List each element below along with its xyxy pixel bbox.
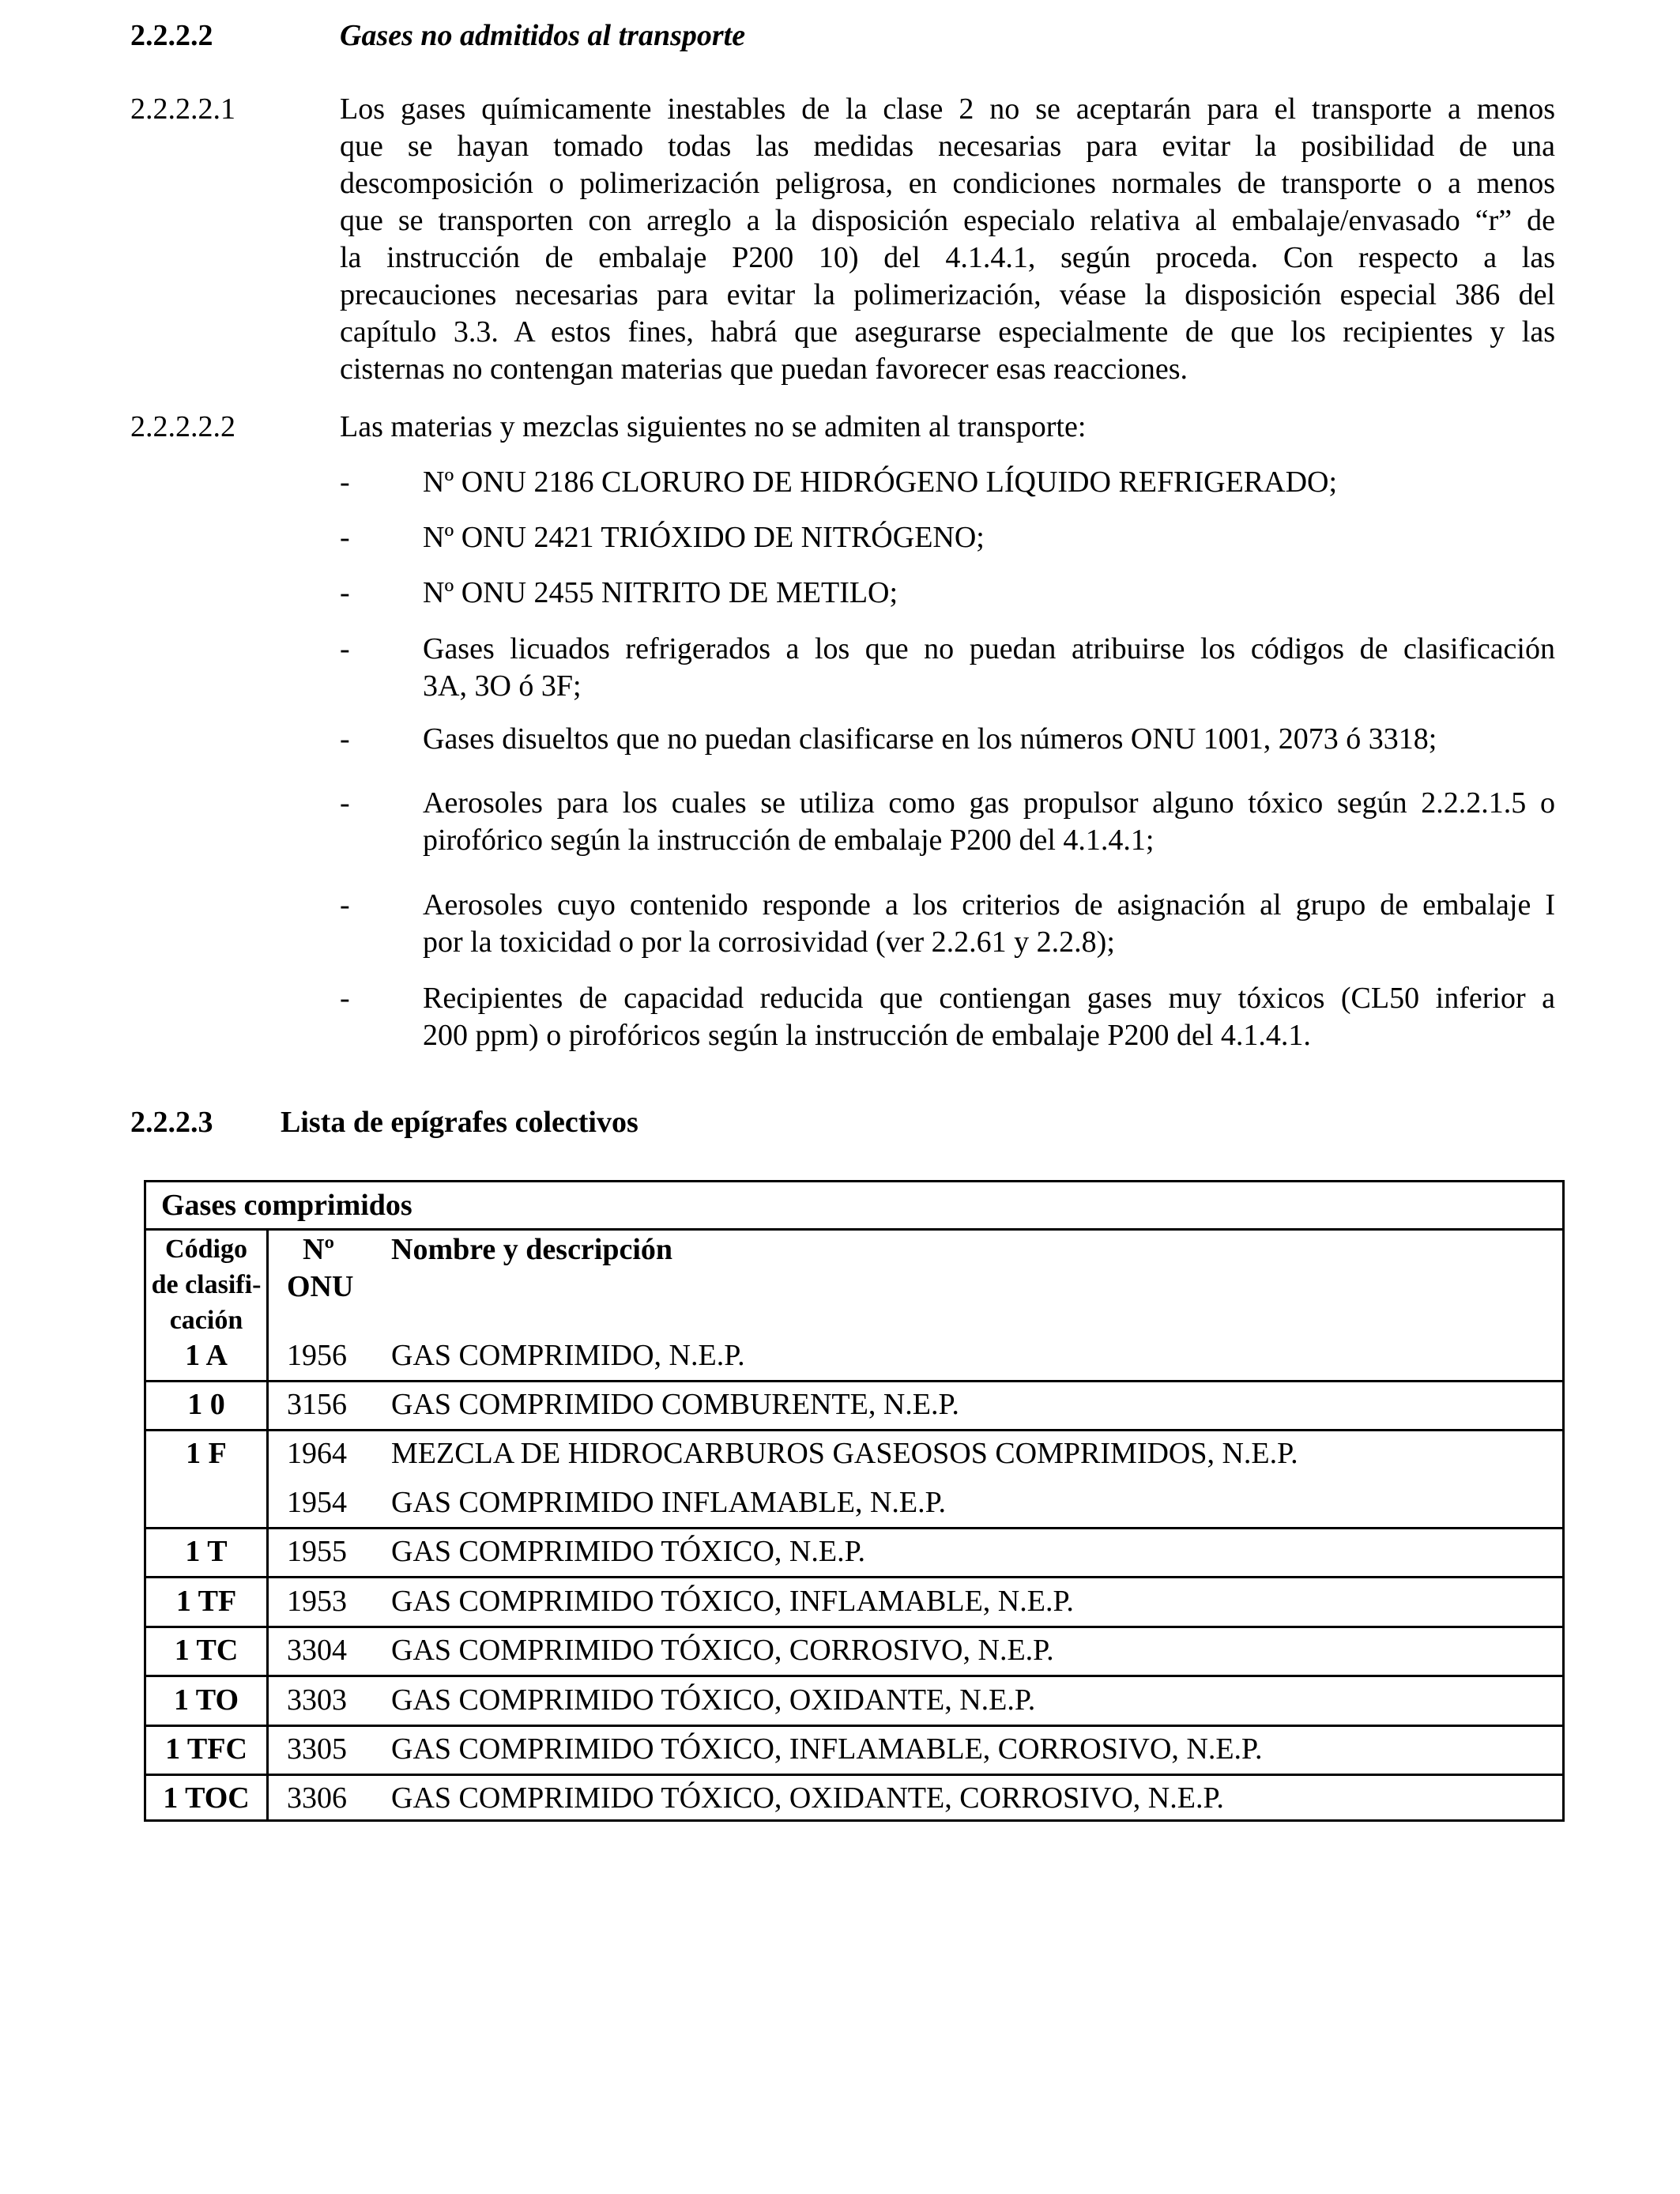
list-item-line: 3A, 3O ó 3F; xyxy=(423,669,582,703)
table-rule xyxy=(146,1527,1562,1529)
row-name: GAS COMPRIMIDO, N.E.P. xyxy=(391,1339,745,1372)
paragraph-line: la instrucción de embalaje P200 10) del 4.1.4.1, según proceda. Con respecto a las xyxy=(340,241,1555,274)
header-name: Nombre y descripción xyxy=(391,1233,673,1266)
header-code xyxy=(146,1231,266,1338)
list-item xyxy=(423,519,1555,556)
list-item-line: Gases licuados refrigerados a los que no puedan atribuirse los códigos de clasificación xyxy=(423,632,1555,665)
list-item xyxy=(423,464,1555,501)
table-rule xyxy=(146,1725,1562,1727)
table-caption: Gases comprimidos xyxy=(161,1189,412,1222)
row-onu: 3156 xyxy=(287,1388,347,1421)
row-name: GAS COMPRIMIDO COMBURENTE, N.E.P. xyxy=(391,1388,959,1421)
collective-entries-table xyxy=(144,1180,1565,1822)
list-item-line: Recipientes de capacidad reducida que contiengan gases muy tóxicos (CL50 inferior a xyxy=(423,982,1555,1015)
row-code: 1 A xyxy=(185,1339,228,1372)
table-rule xyxy=(146,1576,1562,1578)
row-code: 1 TFC xyxy=(165,1732,247,1766)
row-onu: 1955 xyxy=(287,1535,347,1568)
row-code: 1 TO xyxy=(173,1683,239,1717)
list-item-line: Nº ONU 2455 NITRITO DE METILO; xyxy=(423,576,898,609)
list-item xyxy=(423,980,1555,1054)
paragraph-line: que se transporten con arreglo a la disposición especialo relativa al embalaje/envasado “r” de xyxy=(340,204,1555,237)
paragraph-line: Los gases químicamente inestables de la clase 2 no se aceptarán para el transporte a menos xyxy=(340,92,1555,126)
row-code: 1 TF xyxy=(175,1585,237,1618)
header-code-line: de clasifi- xyxy=(151,1270,262,1299)
table-rule xyxy=(146,1380,1562,1382)
list-bullet: - xyxy=(340,888,350,922)
list-bullet: - xyxy=(340,982,350,1015)
row-name: GAS COMPRIMIDO TÓXICO, N.E.P. xyxy=(391,1535,865,1568)
list-bullet: - xyxy=(340,466,350,499)
table-rule xyxy=(146,1675,1562,1677)
section-title: Lista de epígrafes colectivos xyxy=(281,1106,638,1139)
row-onu: 1953 xyxy=(287,1585,347,1618)
paragraph-line: cisternas no contengan materias que puedan favorecer esas reacciones. xyxy=(340,352,1188,386)
section-number: 2.2.2.2 xyxy=(130,19,213,52)
row-onu: 3306 xyxy=(287,1781,347,1815)
list-item-line: pirofórico según la instrucción de embalaje P200 del 4.1.4.1; xyxy=(423,824,1155,857)
paragraph-line: capítulo 3.3. A estos fines, habrá que asegurarse especialmente de que los recipientes y las xyxy=(340,315,1555,349)
row-onu: 3305 xyxy=(287,1732,347,1766)
section-number: 2.2.2.3 xyxy=(130,1106,213,1139)
list-item xyxy=(423,785,1555,859)
row-code: 1 T xyxy=(185,1535,228,1568)
table-rule xyxy=(266,1231,269,1819)
row-name: MEZCLA DE HIDROCARBUROS GASEOSOS COMPRIMIDOS, N.E.P. xyxy=(391,1437,1298,1470)
list-item xyxy=(423,887,1555,961)
row-code: 1 TC xyxy=(174,1634,239,1667)
list-item-line: Gases disueltos que no puedan clasificarse en los números ONU 1001, 2073 ó 3318; xyxy=(423,722,1437,756)
row-name: GAS COMPRIMIDO TÓXICO, CORROSIVO, N.E.P. xyxy=(391,1634,1054,1667)
row-onu: 1956 xyxy=(287,1339,347,1372)
row-name: GAS COMPRIMIDO INFLAMABLE, N.E.P. xyxy=(391,1486,947,1519)
paragraph-line: precauciones necesarias para evitar la polimerización, véase la disposición especial 386 del xyxy=(340,278,1555,311)
list-item-line: Nº ONU 2421 TRIÓXIDO DE NITRÓGENO; xyxy=(423,521,985,554)
list-bullet: - xyxy=(340,722,350,756)
row-onu: 3303 xyxy=(287,1683,347,1717)
list-item-line: Aerosoles cuyo contenido responde a los criterios de asignación al grupo de embalaje I xyxy=(423,888,1555,922)
paragraph-number: 2.2.2.2.1 xyxy=(130,92,235,126)
row-code: 1 F xyxy=(186,1437,227,1470)
list-item-line: Aerosoles para los cuales se utiliza como gas propulsor alguno tóxico según 2.2.2.1.5 o xyxy=(423,786,1555,820)
row-code: 1 0 xyxy=(187,1388,225,1421)
list-bullet: - xyxy=(340,576,350,609)
paragraph-line: que se hayan tomado todas las medidas necesarias para evitar la posibilidad de una xyxy=(340,130,1555,163)
row-onu: 1964 xyxy=(287,1437,347,1470)
header-onu-line: Nº xyxy=(303,1233,334,1266)
list-item xyxy=(423,631,1555,705)
paragraph-text xyxy=(340,91,1555,388)
section-title: Gases no admitidos al transporte xyxy=(340,19,746,52)
list-item-line: por la toxicidad o por la corrosividad (ver 2.2.61 y 2.2.8); xyxy=(423,925,1115,959)
list-item-line: 200 ppm) o pirofóricos según la instrucción de embalaje P200 del 4.1.4.1. xyxy=(423,1019,1311,1052)
list-bullet: - xyxy=(340,521,350,554)
list-item xyxy=(423,575,1555,612)
paragraph-number: 2.2.2.2.2 xyxy=(130,410,235,443)
row-onu: 1954 xyxy=(287,1486,347,1519)
row-code: 1 TOC xyxy=(163,1781,250,1815)
table-rule xyxy=(146,1626,1562,1628)
row-name: GAS COMPRIMIDO TÓXICO, INFLAMABLE, CORROSIVO, N.E.P. xyxy=(391,1732,1263,1766)
table-rule xyxy=(146,1228,1562,1231)
row-name: GAS COMPRIMIDO TÓXICO, OXIDANTE, N.E.P. xyxy=(391,1683,1036,1717)
list-item-line: Nº ONU 2186 CLORURO DE HIDRÓGENO LÍQUIDO REFRIGERADO; xyxy=(423,466,1338,499)
header-code-line: Código xyxy=(165,1235,247,1264)
list-bullet: - xyxy=(340,632,350,665)
table-rule xyxy=(146,1429,1562,1431)
header-onu-line: ONU xyxy=(287,1270,354,1303)
paragraph-line: descomposición o polimerización peligrosa, en condiciones normales de transporte o a menos xyxy=(340,167,1555,200)
paragraph-intro: Las materias y mezclas siguientes no se admiten al transporte: xyxy=(340,410,1087,443)
row-onu: 3304 xyxy=(287,1634,347,1667)
header-code-line: cación xyxy=(169,1306,243,1335)
table-rule xyxy=(146,1774,1562,1776)
list-item xyxy=(423,721,1555,758)
row-name: GAS COMPRIMIDO TÓXICO, INFLAMABLE, N.E.P. xyxy=(391,1585,1074,1618)
row-name: GAS COMPRIMIDO TÓXICO, OXIDANTE, CORROSIVO, N.E.P. xyxy=(391,1781,1224,1815)
header-onu xyxy=(287,1231,366,1306)
list-bullet: - xyxy=(340,786,350,820)
